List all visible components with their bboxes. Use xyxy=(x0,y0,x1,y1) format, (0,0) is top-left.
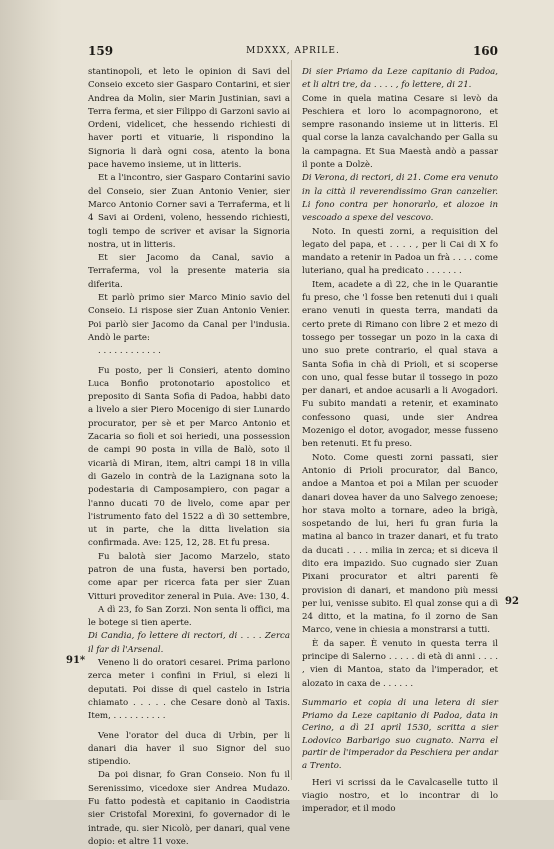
column-divider xyxy=(291,60,292,780)
left-column-paragraph: Da poi disnar, fo Gran Conseio. Non fu il Serenissimo, vicedoxe sier Andrea Mudazo. Fu fatto podestà et capitanio in Caodistria sier Cristofal Morexini, fo governador di le intrade, qu. sier Nicolò, per danari, qual vene dopio: et altre 11 voxe. xyxy=(88,770,290,847)
right-column-paragraph: Di Verona, di rectori, di 21. Come era venuto in la città il reverendissimo Gran canzelier. Li fono contra per honorarlo, et alozoe in vescoado a spexe del vescovo. xyxy=(302,173,498,224)
right-column-paragraph: Item, acadete a dì 22, che in le Quarantie fu preso, che 'l fosse ben retenuti dui i quali erano venuti in questa terra, mandati da certo prete di Rimano con libre 2 et mezo di tossego per tossegar un pozo in la caxa di uno suo prete contrario, el qual stava a Santa Sofia in chà di Prioli, et si scoperse con uno, qual fesse butar il tossego in pozo per danari, et andoe acusarli a li Avogadori. Fu subito mandati a retenir, et examinato confessono quasi, unde sier Andrea Mozenigo el dotor, avogador, messe fusseno ben retenuti. Et fu preso. xyxy=(302,279,498,450)
left-column-paragraph: Et sier Jacomo da Canal, savio a Terraferma, vol la presente materia sia diferita. xyxy=(88,253,290,290)
right-column-paragraph: È da saper. È venuto in questa terra il principe di Salerno . . . . . di età di anni . . . . , vien di Mantoa, stato da l'imperador, et alozato in caxa de . . . . . . xyxy=(302,638,498,689)
right-column-paragraph: Heri vi scrissi da le Cavalcaselle tutto il viagio nostro, et lo incontrar di lo imperador, et il modo xyxy=(302,777,498,815)
left-column-paragraph: Et a l'incontro, sier Gasparo Contarini savio del Conseio, sier Zuan Antonio Venier, sier Marco Antonio Corner savi a Terraferma, et li 4 Savi ai Ordeni, voleno, hessendo richiesti, togli tempo de scriver et avisar la Signoria nostra, ut in litteris. xyxy=(88,173,290,250)
left-column-paragraph: Fu posto, per li Consieri, atento domino Luca Bonfio protonotario apostolico et preposito di Santa Sofia di Padoa, habbi dato a livelo a sier Piero Mocenigo di sier Lunardo procurator, per sè et per Marco Antonio et Zacaria so fioli et soi heriedi, una possession de campi 90 posta in villa de Balò, soto il vicarià di Miran, item, altri campi 18 in villa di Gazelo in contrà de la Lazignana soto la podestaria di Camposampiero, con pagar a l'anno ducati 70 de livelo, come apar per l'istrumento fato del 1522 a dì 30 settembre, ut in parte, che la ditta livelation sia confirmada. Ave: 125, 12, 28. Et fu presa. xyxy=(88,365,290,549)
left-column-paragraph: Fu balotà sier Jacomo Marzelo, stato patron de una fusta, haversi ben portado, come apar per ricerca fata per sier Zuan Vitturi proveditor zeneral in Puia. Ave: 130, 4. xyxy=(88,551,290,602)
left-column-paragraph: Et parlò primo sier Marco Minio savio del Conseio. Li rispose sier Zuan Antonio Venier. Poi parlò sier Jacomo da Canal per l'indusia. Andò le parte: xyxy=(88,293,290,343)
left-column-paragraph: stantinopoli, et leto le opinion di Savi del Conseio exceto sier Gasparo Contarini, et sier Andrea da Molin, sier Marin Justinian, savi a Terra ferma, et sier Filippo di Garzoni savio ai Ordeni, videlicet, che hessendo richiesti di haver porti et vituarie, li rispondino la Signoria li darà ogni cosa, atento la bona pace havemo insieme, ut in litteris. xyxy=(88,67,290,171)
left-column-paragraph: Vene l'orator del duca di Urbin, per li danari dia haver il suo Signor del suo stipendio. xyxy=(88,730,290,768)
running-title: MDXXX, APRILE. xyxy=(246,46,340,56)
left-column-paragraph: A dì 23, fo San Zorzi. Non senta li offici, ma le botege si tien aperte. xyxy=(88,604,290,629)
right-column xyxy=(302,66,498,816)
right-column-paragraph: Noto. In questi zorni, a requisition del legato del papa, et . . . . , per li Cai di X fo mandato a retenir in Padoa un frà . . . . come luteriano, qual ha predicato . . . . . . . xyxy=(302,226,498,277)
left-column-paragraph: . . . . . . . . . . . . xyxy=(98,346,161,357)
page-number-left: 159 xyxy=(88,44,114,58)
margin-number-left: 91* xyxy=(66,655,86,666)
right-column-paragraph: Come in quela matina Cesare si levò da Peschiera et loro lo acompagnorono, et sempre rasonando insieme ut in litteris. El qual corse la lanza cavalchando per Galla su la campagna. Et Sua Maestà andò a passar il ponte a Dolzè. xyxy=(302,93,498,171)
right-column-paragraph: Di sier Priamo da Leze capitanio di Padoa, et li altri tre, da . . . . , fo lettere, di 21. xyxy=(302,67,498,91)
page-header xyxy=(88,44,498,58)
left-column-paragraph: Veneno li do oratori cesarei. Prima parlono zerca meter i confini in Friul, si elezi li deputati. Poi disse di quel castelo in Istria chiamato . . . . . che Cesare donò al Taxis. Item, . . . . . . . . . . xyxy=(88,658,290,722)
page-number-right: 160 xyxy=(472,44,498,58)
margin-number-right: 92 xyxy=(505,596,519,607)
right-column-paragraph: Noto. Come questi zorni passati, sier Antonio di Prioli procurator, dal Banco, andoe a Mantoa et poi a Milan per scuoder danari dovea haver da uno Salvego zenoese; hor stava molto a tornare, adeo la brigà, sospetando de lui, heri fu gran furia la matina al banco in trazer danari, et fu trato da ducati . . . . milia in zerca; et si diceva il dito era impazido. Suo cugnado sier Zuan Pixani procurator et altri parenti fè provision di danari, et mandono più messi per lui, venisse subito. El qual zonse qui a dì 24 ditto, et la matina, fo il zorno de San Marco, vene in chiesia a monstrarsi a tutti. xyxy=(302,452,498,636)
left-column-paragraph: Di Candia, fo lettere di rectori, di . . . . Zerca il far di l'Arsenal. xyxy=(88,631,290,655)
left-column xyxy=(88,66,290,849)
right-column-paragraph: Summario et copia di una letera di sier Priamo da Leze capitanio di Padoa, data in Cerino, a dì 21 april 1530, scritta a sier Lodovico Barbarigo suo cugnato. Narra el partir de l'imperador da Peschiera per andar a Trento. xyxy=(302,697,498,771)
page-gutter-shadow xyxy=(0,0,62,800)
